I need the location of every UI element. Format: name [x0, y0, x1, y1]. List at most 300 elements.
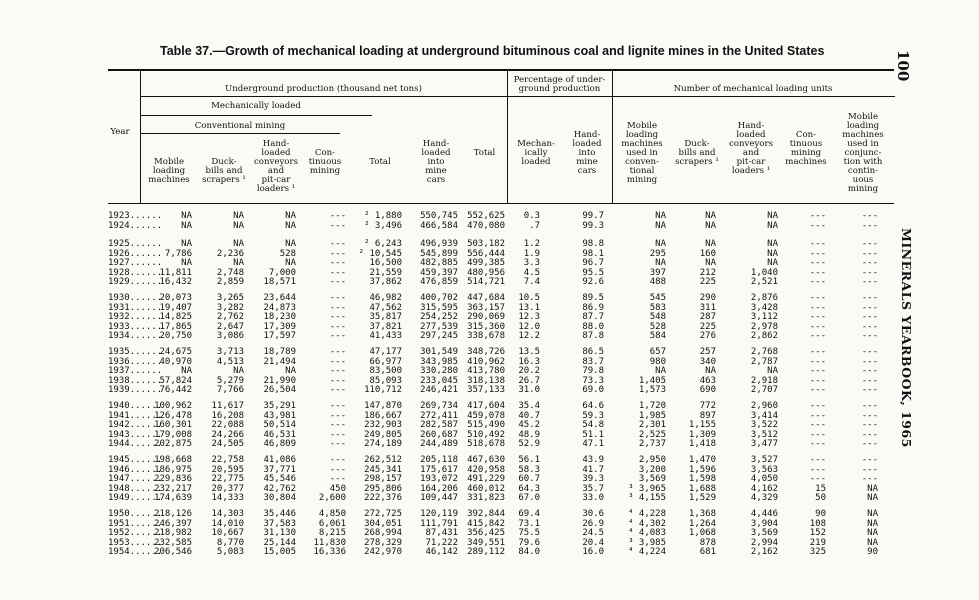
table-row	[0, 312, 900, 322]
table-cell: 23,644	[263, 293, 296, 303]
table-cell: 21,494	[263, 356, 296, 367]
hdr-mechanically-loaded-pct: Mechan- ically loaded	[517, 139, 555, 167]
mech-rule	[140, 115, 372, 116]
table-cell: 3,086	[216, 331, 244, 342]
year-cell: 1952......	[108, 528, 163, 539]
table-cell: NA	[181, 366, 192, 377]
table-row	[0, 249, 900, 259]
table-cell: 17,865	[159, 321, 192, 332]
year-cell: 1931......	[108, 302, 163, 313]
table-row	[0, 474, 900, 484]
table-cell: 69.0	[582, 385, 604, 396]
table-cell: 24,675	[159, 347, 192, 357]
table-cell: 90	[815, 509, 826, 519]
table-row	[0, 293, 900, 303]
table-cell: 2,748	[216, 267, 244, 278]
table-cell: 206,546	[154, 547, 192, 558]
table-cell: 46,809	[263, 439, 296, 450]
table-cell: 12.2	[518, 331, 540, 342]
table-cell: NA	[181, 211, 192, 221]
top-rule	[108, 69, 894, 71]
table-cell: ---	[861, 439, 878, 450]
table-cell: 99.7	[582, 211, 604, 221]
table-cell: NA	[705, 220, 716, 231]
table-cell: NA	[705, 239, 716, 249]
table-cell: 2,600	[318, 493, 346, 504]
table-cell: 0.3	[523, 211, 540, 221]
table-cell: 499,385	[467, 258, 505, 269]
table-cell: 39.3	[582, 474, 604, 485]
table-cell: NA	[233, 220, 244, 231]
table-cell: NA	[867, 483, 878, 494]
table-cell: 1,068	[688, 528, 716, 539]
table-cell: 11,617	[211, 401, 244, 411]
table-cell: 304,051	[364, 518, 402, 529]
table-cell: 73.3	[582, 375, 604, 386]
table-row	[0, 376, 900, 386]
table-cell: ---	[329, 375, 346, 386]
table-cell: 16,500	[369, 258, 402, 269]
table-cell: 2,862	[750, 331, 778, 342]
table-cell: ---	[809, 321, 826, 332]
table-row	[0, 268, 900, 278]
year-cell: 1945......	[108, 455, 163, 465]
table-cell: 415,842	[467, 518, 505, 529]
table-cell: 37,821	[369, 321, 402, 332]
header-bottom-rule	[108, 203, 894, 204]
table-cell: 20.2	[518, 366, 540, 377]
table-row	[0, 303, 900, 313]
table-cell: 348,726	[467, 347, 505, 357]
table-cell: 14,825	[159, 312, 192, 323]
table-cell: 64.6	[582, 401, 604, 411]
table-cell: 466,584	[420, 220, 458, 231]
table-cell: 11,811	[159, 267, 192, 278]
table-cell: 400,702	[420, 293, 458, 303]
table-cell: 3,477	[750, 439, 778, 450]
table-cell: 1,368	[688, 509, 716, 519]
table-cell: 297,245	[420, 331, 458, 342]
table-cell: 10,667	[211, 528, 244, 539]
page-number: 100	[894, 50, 912, 82]
table-cell: ² 1,880	[364, 211, 402, 221]
table-cell: 3,282	[216, 302, 244, 313]
table-cell: NA	[867, 528, 878, 539]
table-cell: 18,571	[263, 277, 296, 288]
table-cell: ---	[329, 220, 346, 231]
table-cell: 3.3	[523, 258, 540, 269]
table-cell: ---	[861, 312, 878, 323]
hdr-continuous-mining: Con- tinuous mining	[308, 148, 342, 176]
table-cell: 2,960	[750, 401, 778, 411]
year-cell: 1932......	[108, 312, 163, 323]
year-cell: 1925......	[108, 239, 163, 249]
table-cell: 470,080	[467, 220, 505, 231]
table-cell: 56.1	[518, 455, 540, 465]
table-cell: 482,885	[420, 258, 458, 269]
table-cell: 878	[699, 537, 716, 548]
table-row	[0, 420, 900, 430]
table-cell: 2,950	[638, 455, 666, 465]
hdr-total: Total	[369, 157, 391, 167]
table-cell: ---	[861, 385, 878, 396]
table-cell: 417,604	[467, 401, 505, 411]
table-cell: 7,786	[164, 248, 192, 259]
table-cell: 459,078	[467, 410, 505, 421]
table-cell: 318,138	[467, 375, 505, 386]
table-cell: 110,712	[364, 385, 402, 396]
table-cell: 3,428	[750, 302, 778, 313]
table-cell: 92.6	[582, 277, 604, 288]
table-cell: 64.3	[518, 483, 540, 494]
table-cell: 1.9	[523, 248, 540, 259]
table-cell: 2,525	[638, 429, 666, 440]
table-cell: 2,768	[750, 347, 778, 357]
table-cell: 16,432	[159, 277, 192, 288]
table-cell: 1,985	[638, 410, 666, 421]
table-cell: ---	[809, 248, 826, 259]
table-cell: ---	[329, 331, 346, 342]
table-cell: 98.8	[582, 239, 604, 249]
hdr-cont-units: Con- tinuous mining machines	[785, 130, 827, 167]
table-cell: 11,830	[313, 537, 346, 548]
table-cell: 311	[699, 302, 716, 313]
table-cell: 232,903	[364, 420, 402, 431]
table-cell: ---	[861, 277, 878, 288]
table-cell: 22,758	[211, 455, 244, 465]
table-cell: 897	[699, 410, 716, 421]
table-cell: 363,157	[467, 302, 505, 313]
table-cell: 2,994	[750, 537, 778, 548]
table-cell: 83,500	[369, 366, 402, 377]
table-cell: ---	[809, 258, 826, 269]
table-cell: 7,000	[268, 267, 296, 278]
table-cell: ---	[329, 410, 346, 421]
table-cell: 4,162	[750, 483, 778, 494]
table-cell: 3,569	[638, 474, 666, 485]
table-cell: 198,668	[154, 455, 192, 465]
table-cell: 83.7	[582, 356, 604, 367]
table-cell: 503,182	[467, 239, 505, 249]
table-cell: 41,086	[263, 455, 296, 465]
table-cell: 460,012	[467, 483, 505, 494]
table-cell: 467,630	[467, 455, 505, 465]
table-cell: 19,407	[159, 302, 192, 313]
year-cell: 1941......	[108, 410, 163, 421]
table-cell: 420,958	[467, 464, 505, 475]
table-cell: 232,217	[154, 483, 192, 494]
table-cell: 14,010	[211, 518, 244, 529]
year-cell: 1927......	[108, 258, 163, 269]
table-cell: 219	[809, 537, 826, 548]
table-cell: 397	[649, 267, 666, 278]
table-cell: 257	[699, 347, 716, 357]
table-cell: NA	[767, 366, 778, 377]
table-cell: 772	[699, 401, 716, 411]
table-cell: 6,061	[318, 518, 346, 529]
table-cell: 174,639	[154, 493, 192, 504]
table-cell: ---	[809, 331, 826, 342]
table-row	[0, 322, 900, 332]
table-cell: 518,678	[467, 439, 505, 450]
table-cell: 16.3	[518, 356, 540, 367]
table-cell: ---	[861, 258, 878, 269]
table-cell: ---	[861, 321, 878, 332]
table-cell: 50,514	[263, 420, 296, 431]
table-cell: 20,750	[159, 331, 192, 342]
table-cell: ---	[329, 455, 346, 465]
year-cell: 1942......	[108, 420, 163, 431]
table-cell: NA	[285, 258, 296, 269]
table-cell: 1,573	[638, 385, 666, 396]
table-cell: NA	[705, 211, 716, 221]
table-cell: NA	[767, 239, 778, 249]
table-row	[0, 385, 900, 395]
table-cell: 45,546	[263, 474, 296, 485]
table-cell: 37,771	[263, 464, 296, 475]
table-cell: 282,587	[420, 420, 458, 431]
table-cell: NA	[233, 258, 244, 269]
table-cell: 514,721	[467, 277, 505, 288]
table-cell: 447,684	[467, 293, 505, 303]
table-cell: ---	[809, 464, 826, 475]
table-cell: 126,478	[154, 410, 192, 421]
table-cell: ⁴ 4,302	[628, 518, 666, 529]
year-cell: 1939......	[108, 385, 163, 396]
table-cell: NA	[233, 366, 244, 377]
table-cell: 57,824	[159, 375, 192, 386]
table-cell: 1,470	[688, 455, 716, 465]
table-cell: 3,527	[750, 455, 778, 465]
table-cell: 3,569	[750, 528, 778, 539]
table-cell: ---	[809, 439, 826, 450]
table-cell: 26.9	[582, 518, 604, 529]
table-cell: NA	[181, 220, 192, 231]
table-cell: 46,531	[263, 429, 296, 440]
table-cell: 87.8	[582, 331, 604, 342]
table-cell: 657	[649, 347, 666, 357]
table-cell: 22,088	[211, 420, 244, 431]
table-cell: 47.1	[582, 439, 604, 450]
table-cell: 528	[649, 321, 666, 332]
table-cell: 87,431	[425, 528, 458, 539]
hdr-mobile-conj: Mobile loading machines used in conjunc- tion with contin- uous mining	[842, 112, 884, 194]
table-cell: 272,411	[420, 410, 458, 421]
table-cell: 20,377	[211, 483, 244, 494]
year-cell: 1946......	[108, 464, 163, 475]
table-cell: ---	[809, 293, 826, 303]
table-cell: ---	[861, 248, 878, 259]
table-cell: ---	[329, 420, 346, 431]
table-cell: 463	[699, 375, 716, 386]
table-cell: 12.0	[518, 321, 540, 332]
table-cell: 175,617	[420, 464, 458, 475]
year-cell: 1951......	[108, 518, 163, 529]
table-cell: 2,707	[750, 385, 778, 396]
table-cell: 24,505	[211, 439, 244, 450]
table-cell: 69.4	[518, 509, 540, 519]
table-cell: ---	[329, 258, 346, 269]
table-cell: 35,291	[263, 401, 296, 411]
table-cell: ---	[809, 474, 826, 485]
table-cell: 2,521	[750, 277, 778, 288]
table-cell: NA	[655, 220, 666, 231]
table-cell: 3,112	[750, 312, 778, 323]
table-cell: ---	[809, 312, 826, 323]
table-cell: 1,405	[638, 375, 666, 386]
table-cell: 7,766	[216, 385, 244, 396]
table-cell: 242,970	[364, 547, 402, 558]
hdr-mechanically-loaded: Mechanically loaded	[211, 101, 301, 111]
table-cell: 276	[699, 331, 716, 342]
table-cell: 583	[649, 302, 666, 313]
table-cell: 3,522	[750, 420, 778, 431]
table-cell: ³ 3,965	[628, 483, 666, 494]
table-cell: 54.8	[582, 420, 604, 431]
table-cell: 2,787	[750, 356, 778, 367]
table-cell: ² 10,545	[358, 248, 402, 259]
table-cell: ---	[861, 267, 878, 278]
table-cell: 3,563	[750, 464, 778, 475]
group-rule	[140, 96, 895, 97]
table-cell: 10.5	[518, 293, 540, 303]
table-cell: 278,329	[364, 537, 402, 548]
table-cell: 59.3	[582, 410, 604, 421]
year-cell: 1940......	[108, 401, 163, 411]
table-cell: ---	[809, 410, 826, 421]
table-cell: 60.7	[518, 474, 540, 485]
table-cell: 96.7	[582, 258, 604, 269]
table-cell: ---	[861, 293, 878, 303]
table-row	[0, 347, 900, 357]
hdr-mobile-units: Mobile loading machines used in conven- tional mining	[621, 121, 663, 185]
table-cell: 338,678	[467, 331, 505, 342]
table-cell: 76,442	[159, 385, 192, 396]
table-cell: 349,551	[467, 537, 505, 548]
table-cell: 545,899	[420, 248, 458, 259]
table-cell: ---	[809, 211, 826, 221]
table-cell: 31.0	[518, 385, 540, 396]
table-cell: 260,687	[420, 429, 458, 440]
hdr-mobile-loading: Mobile loading machines	[148, 157, 190, 185]
table-cell: 84.0	[518, 547, 540, 558]
table-cell: 2,859	[216, 277, 244, 288]
table-cell: NA	[867, 509, 878, 519]
table-cell: ² 3,496	[364, 220, 402, 231]
table-cell: ---	[809, 401, 826, 411]
year-cell: 1930......	[108, 293, 163, 303]
table-cell: 35,446	[263, 509, 296, 519]
table-cell: ---	[809, 375, 826, 386]
table-cell: ---	[329, 385, 346, 396]
table-cell: 147,870	[364, 401, 402, 411]
table-cell: 690	[699, 385, 716, 396]
table-cell: 4,446	[750, 509, 778, 519]
hdr-total2: Total	[473, 148, 496, 158]
table-cell: 5,279	[216, 375, 244, 386]
year-cell: 1936......	[108, 356, 163, 367]
table-cell: ---	[809, 302, 826, 313]
table-cell: 1.2	[523, 239, 540, 249]
year-cell: 1928......	[108, 267, 163, 278]
table-row	[0, 439, 900, 449]
table-cell: ---	[329, 401, 346, 411]
table-cell: 218,126	[154, 509, 192, 519]
table-cell: 459,397	[420, 267, 458, 278]
year-cell: 1929......	[108, 277, 163, 288]
year-cell: 1938......	[108, 375, 163, 386]
table-cell: 47,562	[369, 302, 402, 313]
table-cell: 5,083	[216, 547, 244, 558]
hdr-underground-production: Underground production (thousand net tons)	[225, 84, 422, 94]
year-cell: 1926......	[108, 248, 163, 259]
table-cell: 46,982	[369, 293, 402, 303]
table-cell: NA	[655, 211, 666, 221]
table-cell: 48.9	[518, 429, 540, 440]
table-row	[0, 366, 900, 376]
table-cell: ---	[809, 239, 826, 249]
table-row	[0, 357, 900, 367]
table-cell: ---	[329, 321, 346, 332]
table-cell: 218,982	[154, 528, 192, 539]
table-cell: 41,433	[369, 331, 402, 342]
table-cell: ---	[329, 464, 346, 475]
table-cell: ---	[329, 474, 346, 485]
table-cell: 413,780	[467, 366, 505, 377]
table-cell: 51.1	[582, 429, 604, 440]
table-cell: 3,713	[216, 347, 244, 357]
hdr-number-units: Number of mechanical loading units	[673, 84, 833, 94]
table-cell: ---	[861, 239, 878, 249]
table-cell: ---	[809, 277, 826, 288]
hdr-hand-units: Hand- loaded conveyors and pit-car loaders ¹	[728, 121, 773, 176]
table-cell: 40,970	[159, 356, 192, 367]
table-cell: 1,598	[688, 474, 716, 485]
table-cell: ---	[329, 356, 346, 367]
table-cell: 272,725	[364, 509, 402, 519]
table-cell: 4,050	[750, 474, 778, 485]
table-cell: 528	[279, 248, 296, 259]
year-cell: 1934......	[108, 331, 163, 342]
table-cell: ---	[861, 356, 878, 367]
table-cell: 249,805	[364, 429, 402, 440]
year-cell: 1923......	[108, 211, 163, 221]
table-cell: 3,200	[638, 464, 666, 475]
table-cell: 2,236	[216, 248, 244, 259]
hdr-percentage: Percentage of under- ground production	[513, 75, 606, 94]
table-cell: ⁴ 4,224	[628, 547, 666, 558]
table-cell: ---	[861, 302, 878, 313]
table-cell: 24,266	[211, 429, 244, 440]
table-cell: 87.7	[582, 312, 604, 323]
table-cell: NA	[655, 258, 666, 269]
table-cell: 33.0	[582, 493, 604, 504]
table-cell: 66,977	[369, 356, 402, 367]
table-cell: 164,206	[420, 483, 458, 494]
table-cell: 202,875	[154, 439, 192, 450]
table-cell: 222,376	[364, 493, 402, 504]
table-cell: ---	[329, 293, 346, 303]
table-cell: ---	[809, 267, 826, 278]
table-cell: 152	[809, 528, 826, 539]
table-cell: 21,990	[263, 375, 296, 386]
table-cell: 67.0	[518, 493, 540, 504]
table-cell: ---	[809, 347, 826, 357]
table-cell: 262,512	[364, 455, 402, 465]
table-cell: 277,539	[420, 321, 458, 332]
hdr-duck-bills: Duck- bills and scrapers ¹	[202, 157, 246, 185]
table-cell: 287	[699, 312, 716, 323]
